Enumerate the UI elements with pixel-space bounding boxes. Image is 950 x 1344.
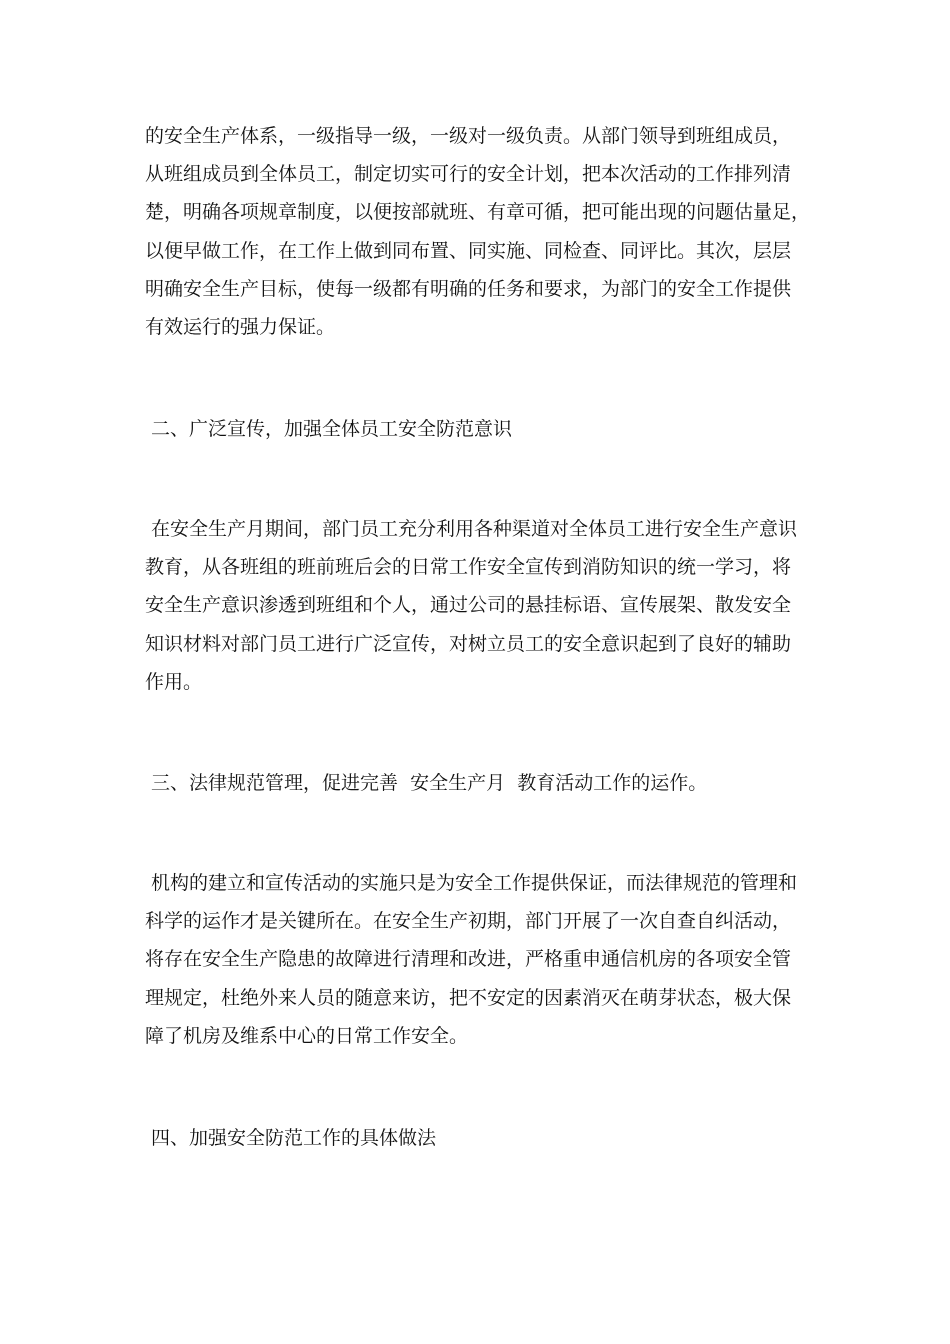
paragraph-line: 理规定，杜绝外来人员的随意来访，把不安定的因素消灭在萌芽状态，极大保 <box>145 986 792 1009</box>
paragraph <box>145 117 810 346</box>
paragraph-line: 作用。 <box>145 670 203 693</box>
paragraph-line: 有效运行的强力保证。 <box>145 316 336 339</box>
paragraph-line: 从班组成员到全体员工，制定切实可行的安全计划，把本次活动的工作排列清 <box>145 163 792 186</box>
paragraph-line: 以便早做工作，在工作上做到同布置、同实施、同检查、同评比。其次，层层 <box>145 239 792 262</box>
paragraph-line: 机构的建立和宣传活动的实施只是为安全工作提供保证，而法律规范的管理和 <box>145 872 798 894</box>
paragraph-line: 障了机房及维系中心的日常工作安全。 <box>145 1024 469 1047</box>
paragraph-line: 安全生产意识渗透到班组和个人，通过公司的悬挂标语、宣传展架、散发安全 <box>145 594 792 617</box>
paragraph <box>145 510 810 701</box>
section-heading <box>145 764 810 802</box>
paragraph-line: 明确安全生产目标，使每一级都有明确的任务和要求，为部门的安全工作提供 <box>145 277 792 300</box>
section-heading-text: 四、加强安全防范工作的具体做法 <box>145 1127 437 1149</box>
section-heading-text: 三、法律规范管理，促进完善 安全生产月 教育活动工作的运作。 <box>145 772 708 794</box>
section-heading <box>145 410 810 448</box>
paragraph <box>145 864 810 1055</box>
paragraph-line: 教育，从各班组的班前班后会的日常工作安全宣传到消防知识的统一学习，将 <box>145 556 792 579</box>
paragraph-line: 科学的运作才是关键所在。在安全生产初期，部门开展了一次自查自纠活动， <box>145 910 792 933</box>
paragraph-line: 将存在安全生产隐患的故障进行清理和改进，严格重申通信机房的各项安全管 <box>145 948 792 971</box>
section-heading <box>145 1119 810 1157</box>
paragraph-line: 在安全生产月期间，部门员工充分利用各种渠道对全体员工进行安全生产意识 <box>145 518 798 540</box>
section-heading-text: 二、广泛宣传，加强全体员工安全防范意识 <box>145 418 513 440</box>
paragraph-line: 知识材料对部门员工进行广泛宣传，对树立员工的安全意识起到了良好的辅助 <box>145 632 792 655</box>
paragraph-line: 的安全生产体系，一级指导一级，一级对一级负责。从部门领导到班组成员， <box>145 125 792 147</box>
paragraph-line: 楚，明确各项规章制度，以便按部就班、有章可循，把可能出现的问题估量足， <box>145 201 811 224</box>
